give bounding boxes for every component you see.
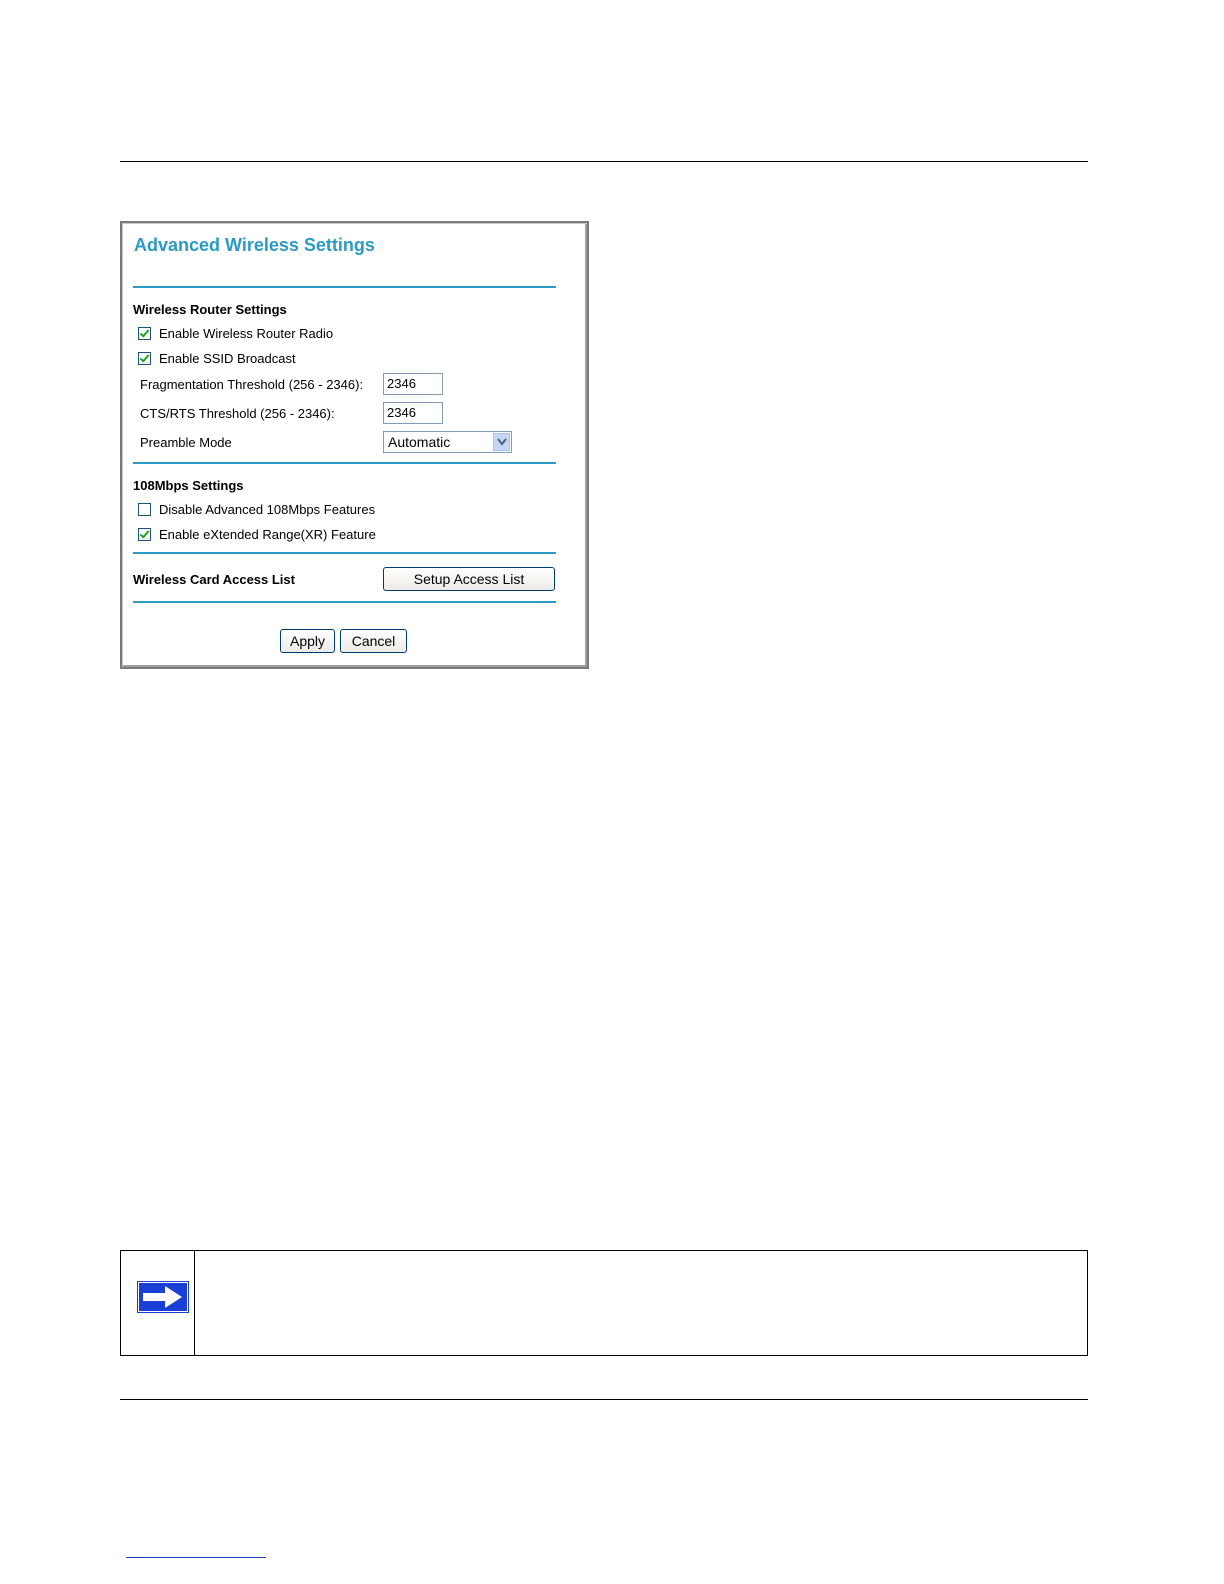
apply-button[interactable]: Apply [280,629,335,653]
enable-radio-option[interactable] [138,326,333,341]
footer-rule [120,1399,1088,1400]
note-box [120,1250,1088,1356]
enable-ssid-checkbox[interactable] [138,352,151,365]
divider [133,601,556,603]
fragmentation-input[interactable]: 2346 [383,373,443,395]
disable-advanced-option[interactable] [138,502,375,517]
router-settings-heading: Wireless Router Settings [133,302,287,317]
access-list-label: Wireless Card Access List [133,572,295,587]
header-rule [120,161,1088,162]
enable-ssid-option[interactable] [138,351,296,366]
setup-access-list-button[interactable]: Setup Access List [383,567,555,591]
108mbps-settings-heading: 108Mbps Settings [133,478,244,493]
preamble-selected-value: Automatic [388,434,451,450]
chevron-down-icon[interactable] [493,433,510,451]
divider [133,462,556,464]
disable-advanced-label: Disable Advanced 108Mbps Features [159,502,376,517]
advanced-wireless-settings-panel [120,221,589,669]
enable-radio-label: Enable Wireless Router Radio [159,326,334,341]
divider [133,286,556,288]
enable-ssid-label: Enable SSID Broadcast [159,351,296,366]
disable-advanced-checkbox[interactable] [138,503,151,516]
enable-xr-label: Enable eXtended Range(XR) Feature [159,527,376,542]
divider [133,552,556,554]
cts-rts-label: CTS/RTS Threshold (256 - 2346): [140,406,335,421]
cts-rts-input[interactable]: 2346 [383,402,443,424]
enable-radio-checkbox[interactable] [138,327,151,340]
note-divider [194,1251,195,1355]
enable-xr-option[interactable] [138,527,376,542]
page-title: Advanced Wireless Settings [134,235,375,255]
preamble-label: Preamble Mode [140,435,232,450]
arrow-right-icon [137,1281,189,1317]
fragmentation-label: Fragmentation Threshold (256 - 2346): [140,377,364,392]
footer-link-underline [126,1557,266,1558]
cancel-button[interactable]: Cancel [340,629,407,653]
enable-xr-checkbox[interactable] [138,528,151,541]
preamble-select[interactable] [383,431,512,453]
